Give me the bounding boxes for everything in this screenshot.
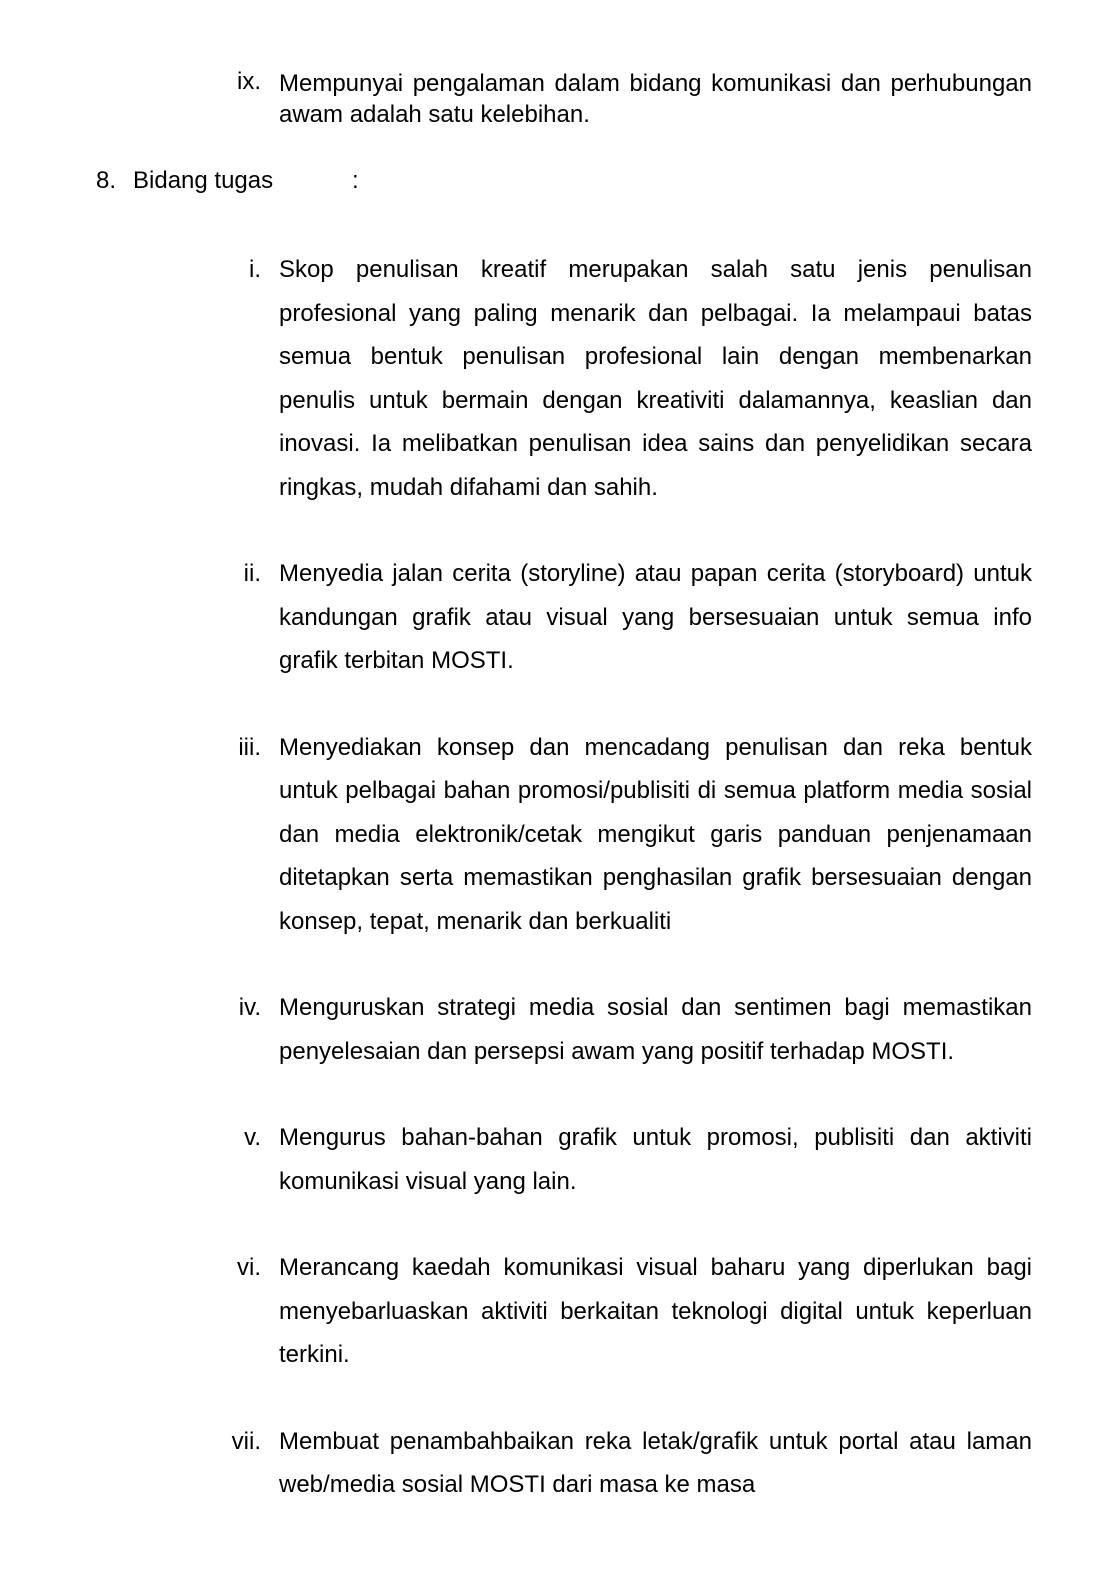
section-heading bbox=[96, 166, 396, 196]
list-item-number: ix. bbox=[237, 68, 261, 95]
duty-number: i. bbox=[249, 256, 261, 283]
duty-item bbox=[227, 1420, 1032, 1507]
duty-item bbox=[227, 248, 1032, 509]
section-label: Bidang tugas bbox=[133, 167, 274, 194]
duty-text: Merancang kaedah komunikasi visual baharu yang diperlukan bagi menyebarluaskan aktiviti berkaitan teknologi digital untuk keperluan terkini. bbox=[279, 1254, 1032, 1368]
duty-number: iv. bbox=[238, 994, 261, 1021]
duty-number: vii. bbox=[231, 1427, 261, 1455]
duty-item bbox=[227, 552, 1032, 683]
duty-text: Mengurus bahan-bahan grafik untuk promosi, publisiti dan aktiviti komunikasi visual yang lain. bbox=[279, 1124, 1032, 1195]
list-item-ix bbox=[227, 68, 1032, 130]
duty-item bbox=[227, 1246, 1032, 1377]
duty-number: iii. bbox=[238, 733, 261, 761]
duty-text: Menguruskan strategi media sosial dan sentimen bagi memastikan penyelesaian dan persepsi awam yang positif terhadap MOSTI. bbox=[279, 994, 1032, 1065]
duty-number: vi. bbox=[237, 1254, 261, 1281]
duty-item bbox=[227, 726, 1032, 944]
list-item-text: Mempunyai pengalaman dalam bidang komunikasi dan perhubungan awam adalah satu kelebihan. bbox=[279, 70, 1032, 128]
section-colon: : bbox=[352, 167, 359, 194]
duty-text: Membuat penambahbaikan reka letak/grafik untuk portal atau laman web/media sosial MOSTI dari masa ke masa bbox=[279, 1427, 1032, 1498]
duty-list bbox=[227, 248, 1032, 1550]
duty-text: Skop penulisan kreatif merupakan salah satu jenis penulisan profesional yang paling menarik dan pelbagai. Ia melampaui batas semua bentuk penulisan profesional lain dengan membenarkan penulis untuk bermain dengan kreativiti dalamannya, keaslian dan inovasi. Ia melibatkan penulisan idea sains dan penyelidikan secara ringkas, mudah difahami dan sahih. bbox=[279, 256, 1032, 501]
duty-item bbox=[227, 986, 1032, 1073]
duty-number: ii. bbox=[243, 560, 261, 587]
duty-item bbox=[227, 1116, 1032, 1203]
duty-text: Menyedia jalan cerita (storyline) atau papan cerita (storyboard) untuk kandungan grafik atau visual yang bersesuaian untuk semua info grafik terbitan MOSTI. bbox=[279, 560, 1032, 674]
duty-text: Menyediakan konsep dan mencadang penulisan dan reka bentuk untuk pelbagai bahan promosi/publisiti di semua platform media sosial dan media elektronik/cetak mengikut garis panduan penjenamaan ditetapkan serta memastikan penghasilan grafik bersesuaian dengan konsep, tepat, menarik dan berkualiti bbox=[279, 733, 1032, 935]
duty-number: v. bbox=[244, 1124, 261, 1151]
section-number: 8. bbox=[96, 167, 117, 194]
